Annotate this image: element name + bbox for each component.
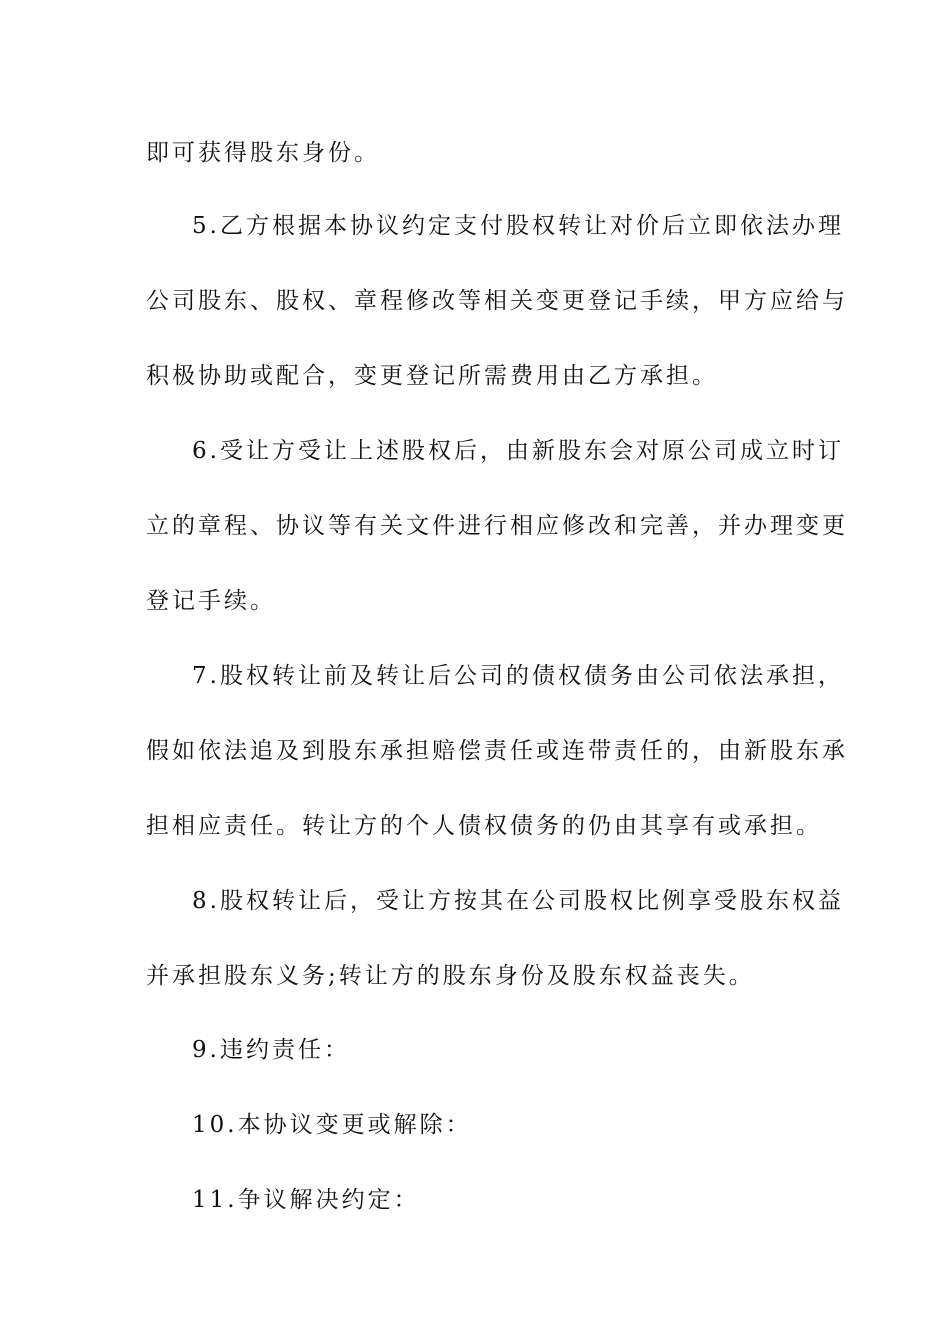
paragraph-5-line-2: 公司股东、股权、章程修改等相关变更登记手续，甲方应给与	[146, 288, 848, 314]
paragraph-5-line-3: 积极协助或配合，变更登记所需费用由乙方承担。	[146, 363, 718, 389]
paragraph-10-line-1: 10.本协议变更或解除：	[192, 1112, 472, 1138]
paragraph-4-line-1: 即可获得股东身份。	[146, 140, 380, 166]
paragraph-6-line-2: 立的章程、协议等有关文件进行相应修改和完善，并办理变更	[146, 513, 848, 539]
paragraph-7-line-2: 假如依法追及到股东承担赔偿责任或连带责任的，由新股东承	[146, 738, 848, 764]
paragraph-8-line-2: 并承担股东义务;转让方的股东身份及股东权益丧失。	[146, 963, 755, 989]
paragraph-5-line-1: 5.乙方根据本协议约定支付股权转让对价后立即依法办理	[192, 213, 844, 239]
paragraph-7-line-3: 担相应责任。转让方的个人债权债务的仍由其享有或承担。	[146, 813, 822, 839]
paragraph-6-line-1: 6.受让方受让上述股权后，由新股东会对原公司成立时订	[192, 438, 844, 464]
paragraph-8-line-1: 8.股权转让后，受让方按其在公司股权比例享受股东权益	[192, 888, 844, 914]
paragraph-9-line-1: 9.违约责任：	[192, 1037, 350, 1063]
paragraph-7-line-1: 7.股权转让前及转让后公司的债权债务由公司依法承担，	[192, 663, 844, 689]
paragraph-11-line-1: 11.争议解决约定：	[192, 1187, 420, 1213]
paragraph-6-line-3: 登记手续。	[146, 588, 276, 614]
